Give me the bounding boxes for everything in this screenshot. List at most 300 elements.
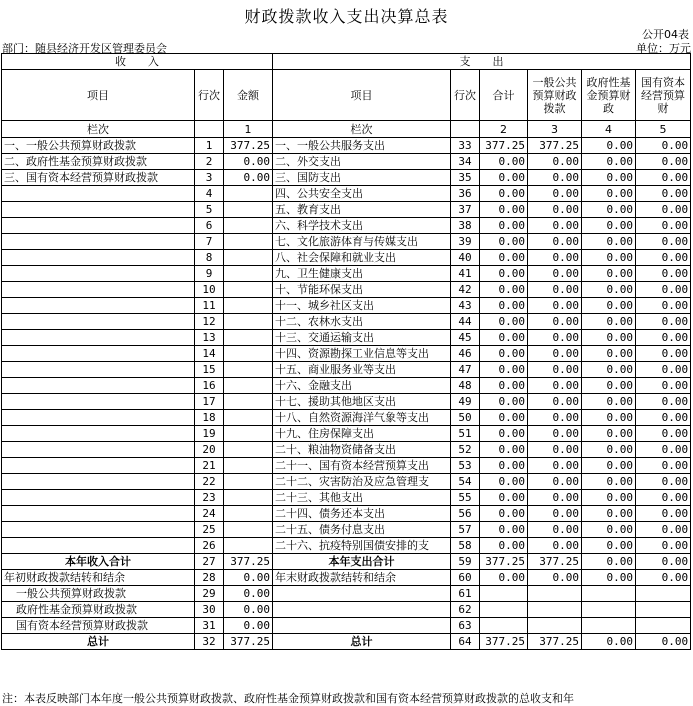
income-row-no: 14 — [195, 346, 224, 362]
expense-general: 0.00 — [528, 570, 582, 586]
lan-label-right: 栏次 — [273, 121, 451, 138]
expense-row-no: 40 — [451, 250, 480, 266]
expense-general: 0.00 — [528, 394, 582, 410]
income-row-no: 13 — [195, 330, 224, 346]
income-row-no: 27 — [195, 554, 224, 570]
income-amount — [224, 234, 273, 250]
expense-total: 0.00 — [480, 346, 528, 362]
expense-total: 0.00 — [480, 538, 528, 554]
income-item — [2, 458, 195, 474]
expense-total: 0.00 — [480, 426, 528, 442]
expense-item — [273, 586, 451, 602]
expense-fund: 0.00 — [582, 234, 636, 250]
table-row — [2, 186, 691, 202]
expense-row-no: 56 — [451, 506, 480, 522]
income-amount: 0.00 — [224, 154, 273, 170]
expense-general: 0.00 — [528, 458, 582, 474]
grand-total-row — [2, 634, 691, 650]
expense-item: 十四、资源勘探工业信息等支出 — [273, 346, 451, 362]
income-item — [2, 330, 195, 346]
income-amount — [224, 426, 273, 442]
expense-general: 0.00 — [528, 410, 582, 426]
expense-total: 0.00 — [480, 522, 528, 538]
expense-general: 0.00 — [528, 250, 582, 266]
column-header-row — [2, 70, 691, 121]
income-amount — [224, 490, 273, 506]
expense-total: 0.00 — [480, 378, 528, 394]
income-row-no: 31 — [195, 618, 224, 634]
table-row — [2, 538, 691, 554]
expense-row-no: 35 — [451, 170, 480, 186]
expense-total: 377.25 — [480, 634, 528, 650]
expense-row-no: 51 — [451, 426, 480, 442]
expense-item: 十一、城乡社区支出 — [273, 298, 451, 314]
header-general: 一般公共预算财政拨款 — [528, 70, 582, 121]
expense-item: 一、一般公共服务支出 — [273, 138, 451, 154]
income-item: 一、一般公共预算财政拨款 — [2, 138, 195, 154]
income-amount — [224, 442, 273, 458]
expense-row-no: 45 — [451, 330, 480, 346]
expense-row-no: 54 — [451, 474, 480, 490]
expense-fund: 0.00 — [582, 410, 636, 426]
expense-total: 0.00 — [480, 394, 528, 410]
income-item — [2, 186, 195, 202]
income-item: 年初财政拨款结转和结余 — [2, 570, 195, 586]
expense-total: 377.25 — [480, 554, 528, 570]
department-label: 部门：随县经济开发区管理委员会 — [2, 42, 167, 55]
expense-item: 二十、粮油物资储备支出 — [273, 442, 451, 458]
header-row-left: 行次 — [195, 70, 224, 121]
table-row — [2, 426, 691, 442]
expense-total: 0.00 — [480, 282, 528, 298]
expense-fund: 0.00 — [582, 394, 636, 410]
income-amount: 377.25 — [224, 634, 273, 650]
income-amount — [224, 202, 273, 218]
expense-general: 0.00 — [528, 442, 582, 458]
expense-item: 十五、商业服务业等支出 — [273, 362, 451, 378]
income-amount — [224, 378, 273, 394]
header-total: 合计 — [480, 70, 528, 121]
expense-fund: 0.00 — [582, 330, 636, 346]
expense-general: 0.00 — [528, 330, 582, 346]
expense-fund: 0.00 — [582, 170, 636, 186]
income-row-no: 21 — [195, 458, 224, 474]
budget-table — [1, 53, 691, 650]
expense-state: 0.00 — [636, 298, 691, 314]
income-item: 二、政府性基金预算财政拨款 — [2, 154, 195, 170]
expense-total: 0.00 — [480, 154, 528, 170]
expense-state: 0.00 — [636, 314, 691, 330]
table-row — [2, 266, 691, 282]
expense-fund: 0.00 — [582, 282, 636, 298]
lan-1: 1 — [224, 121, 273, 138]
expense-state: 0.00 — [636, 426, 691, 442]
income-item: 总计 — [2, 634, 195, 650]
expense-state — [636, 586, 691, 602]
expense-row-no: 38 — [451, 218, 480, 234]
expense-state: 0.00 — [636, 250, 691, 266]
income-item: 三、国有资本经营预算财政拨款 — [2, 170, 195, 186]
income-item — [2, 298, 195, 314]
income-row-no: 5 — [195, 202, 224, 218]
income-row-no: 32 — [195, 634, 224, 650]
expense-state: 0.00 — [636, 362, 691, 378]
expense-row-no: 48 — [451, 378, 480, 394]
expense-fund: 0.00 — [582, 314, 636, 330]
income-amount — [224, 458, 273, 474]
expense-fund: 0.00 — [582, 250, 636, 266]
expense-row-no: 50 — [451, 410, 480, 426]
income-row-no: 23 — [195, 490, 224, 506]
expense-general: 0.00 — [528, 218, 582, 234]
expense-fund — [582, 602, 636, 618]
expense-total: 0.00 — [480, 234, 528, 250]
income-amount: 377.25 — [224, 554, 273, 570]
expense-item: 二、外交支出 — [273, 154, 451, 170]
income-item — [2, 490, 195, 506]
expense-item: 五、教育支出 — [273, 202, 451, 218]
expense-row-no: 60 — [451, 570, 480, 586]
income-item — [2, 506, 195, 522]
expense-fund: 0.00 — [582, 266, 636, 282]
expense-item: 九、卫生健康支出 — [273, 266, 451, 282]
income-row-no: 11 — [195, 298, 224, 314]
expense-general — [528, 618, 582, 634]
carryover-sub-row — [2, 586, 691, 602]
income-amount — [224, 522, 273, 538]
table-row — [2, 458, 691, 474]
expense-row-no: 47 — [451, 362, 480, 378]
income-item — [2, 266, 195, 282]
income-item — [2, 522, 195, 538]
expense-fund: 0.00 — [582, 458, 636, 474]
expense-total — [480, 586, 528, 602]
income-amount — [224, 362, 273, 378]
expense-fund: 0.00 — [582, 554, 636, 570]
table-row — [2, 442, 691, 458]
expense-total: 0.00 — [480, 202, 528, 218]
income-amount: 0.00 — [224, 170, 273, 186]
expense-row-no: 57 — [451, 522, 480, 538]
income-sub-item: 国有资本经营预算财政拨款 — [2, 618, 195, 634]
income-row-no: 1 — [195, 138, 224, 154]
expense-general: 0.00 — [528, 490, 582, 506]
income-row-no: 17 — [195, 394, 224, 410]
income-row-no: 25 — [195, 522, 224, 538]
expense-total: 0.00 — [480, 250, 528, 266]
carryover-sub-row — [2, 618, 691, 634]
expense-item: 六、科学技术支出 — [273, 218, 451, 234]
income-item — [2, 282, 195, 298]
income-row-no: 29 — [195, 586, 224, 602]
table-row — [2, 202, 691, 218]
expense-total: 0.00 — [480, 218, 528, 234]
expense-item: 十九、住房保障支出 — [273, 426, 451, 442]
expense-row-no: 59 — [451, 554, 480, 570]
lan-2: 2 — [480, 121, 528, 138]
carryover-sub-row — [2, 602, 691, 618]
expense-fund: 0.00 — [582, 362, 636, 378]
expense-fund: 0.00 — [582, 570, 636, 586]
expense-state: 0.00 — [636, 346, 691, 362]
income-amount: 0.00 — [224, 618, 273, 634]
expense-row-no: 39 — [451, 234, 480, 250]
expense-state: 0.00 — [636, 538, 691, 554]
income-row-no: 20 — [195, 442, 224, 458]
income-item — [2, 218, 195, 234]
income-row-no: 8 — [195, 250, 224, 266]
expense-state: 0.00 — [636, 442, 691, 458]
income-row-no: 19 — [195, 426, 224, 442]
footnote: 注：本表反映部门本年度一般公共预算财政拨款、政府性基金预算财政拨款和国有资本经营预算财政拨款的总收支和年 — [2, 692, 574, 705]
lan-3: 3 — [528, 121, 582, 138]
expense-total: 0.00 — [480, 186, 528, 202]
expense-fund — [582, 586, 636, 602]
expense-fund: 0.00 — [582, 522, 636, 538]
income-row-no: 24 — [195, 506, 224, 522]
expense-general: 0.00 — [528, 522, 582, 538]
expense-general: 377.25 — [528, 554, 582, 570]
table-row — [2, 218, 691, 234]
expense-state: 0.00 — [636, 330, 691, 346]
income-row-no: 6 — [195, 218, 224, 234]
expense-general: 0.00 — [528, 202, 582, 218]
header-state: 国有资本经营预算财 — [636, 70, 691, 121]
expense-fund: 0.00 — [582, 218, 636, 234]
expense-total: 0.00 — [480, 330, 528, 346]
expense-item: 十六、金融支出 — [273, 378, 451, 394]
income-row-no: 3 — [195, 170, 224, 186]
income-amount — [224, 538, 273, 554]
expense-item: 十八、自然资源海洋气象等支出 — [273, 410, 451, 426]
table-row — [2, 282, 691, 298]
unit-label: 单位：万元 — [636, 42, 691, 55]
expense-total: 0.00 — [480, 506, 528, 522]
table-row — [2, 298, 691, 314]
expense-general: 0.00 — [528, 154, 582, 170]
income-item — [2, 234, 195, 250]
expense-state: 0.00 — [636, 570, 691, 586]
expense-row-no: 41 — [451, 266, 480, 282]
expense-item: 二十二、灾害防治及应急管理支 — [273, 474, 451, 490]
expense-item: 七、文化旅游体育与传媒支出 — [273, 234, 451, 250]
expense-general — [528, 602, 582, 618]
income-sub-item: 政府性基金预算财政拨款 — [2, 602, 195, 618]
expense-state: 0.00 — [636, 394, 691, 410]
expense-state: 0.00 — [636, 634, 691, 650]
expense-fund: 0.00 — [582, 634, 636, 650]
expense-total — [480, 602, 528, 618]
expense-row-no: 42 — [451, 282, 480, 298]
expense-general: 0.00 — [528, 282, 582, 298]
expense-row-no: 37 — [451, 202, 480, 218]
expense-fund: 0.00 — [582, 538, 636, 554]
income-row-no: 16 — [195, 378, 224, 394]
expense-general: 0.00 — [528, 186, 582, 202]
header-item-right: 项目 — [273, 70, 451, 121]
expense-total: 0.00 — [480, 410, 528, 426]
expense-row-no: 58 — [451, 538, 480, 554]
expense-total — [480, 618, 528, 634]
expense-section: 支 出 — [273, 54, 691, 70]
expense-general: 0.00 — [528, 362, 582, 378]
header-fund: 政府性基金预算财政 — [582, 70, 636, 121]
income-amount: 0.00 — [224, 570, 273, 586]
expense-row-no: 46 — [451, 346, 480, 362]
lan-empty-left — [195, 121, 224, 138]
expense-general — [528, 586, 582, 602]
expense-item: 年末财政拨款结转和结余 — [273, 570, 451, 586]
income-row-no: 22 — [195, 474, 224, 490]
column-index-row — [2, 121, 691, 138]
income-row-no: 10 — [195, 282, 224, 298]
lan-label-left: 栏次 — [2, 121, 195, 138]
income-item — [2, 410, 195, 426]
lan-5: 5 — [636, 121, 691, 138]
income-amount — [224, 314, 273, 330]
expense-row-no: 33 — [451, 138, 480, 154]
table-row — [2, 474, 691, 490]
income-amount — [224, 474, 273, 490]
expense-row-no: 44 — [451, 314, 480, 330]
expense-total: 0.00 — [480, 458, 528, 474]
header-item-left: 项目 — [2, 70, 195, 121]
expense-fund: 0.00 — [582, 186, 636, 202]
carryover-row — [2, 570, 691, 586]
expense-state: 0.00 — [636, 218, 691, 234]
expense-fund: 0.00 — [582, 298, 636, 314]
expense-item: 三、国防支出 — [273, 170, 451, 186]
table-row — [2, 506, 691, 522]
expense-total: 377.25 — [480, 138, 528, 154]
expense-state: 0.00 — [636, 474, 691, 490]
table-row — [2, 170, 691, 186]
expense-fund: 0.00 — [582, 346, 636, 362]
income-item — [2, 394, 195, 410]
expense-item: 本年支出合计 — [273, 554, 451, 570]
expense-state: 0.00 — [636, 266, 691, 282]
expense-general: 377.25 — [528, 634, 582, 650]
income-item — [2, 378, 195, 394]
income-amount: 0.00 — [224, 586, 273, 602]
expense-state: 0.00 — [636, 490, 691, 506]
table-row — [2, 330, 691, 346]
expense-state: 0.00 — [636, 378, 691, 394]
expense-total: 0.00 — [480, 266, 528, 282]
expense-item: 十二、农林水支出 — [273, 314, 451, 330]
expense-item: 二十三、其他支出 — [273, 490, 451, 506]
expense-row-no: 61 — [451, 586, 480, 602]
expense-item: 四、公共安全支出 — [273, 186, 451, 202]
expense-general: 0.00 — [528, 538, 582, 554]
expense-total: 0.00 — [480, 490, 528, 506]
income-row-no: 28 — [195, 570, 224, 586]
expense-fund — [582, 618, 636, 634]
income-row-no: 12 — [195, 314, 224, 330]
income-item — [2, 474, 195, 490]
expense-item — [273, 618, 451, 634]
expense-fund: 0.00 — [582, 490, 636, 506]
expense-row-no: 63 — [451, 618, 480, 634]
expense-item: 二十四、债务还本支出 — [273, 506, 451, 522]
income-amount — [224, 282, 273, 298]
table-row — [2, 314, 691, 330]
expense-fund: 0.00 — [582, 474, 636, 490]
income-row-no: 4 — [195, 186, 224, 202]
income-item — [2, 362, 195, 378]
table-row — [2, 394, 691, 410]
table-row — [2, 234, 691, 250]
expense-state: 0.00 — [636, 282, 691, 298]
income-amount — [224, 266, 273, 282]
table-row — [2, 154, 691, 170]
expense-state: 0.00 — [636, 554, 691, 570]
expense-state: 0.00 — [636, 458, 691, 474]
expense-item: 总计 — [273, 634, 451, 650]
expense-item — [273, 602, 451, 618]
expense-general: 0.00 — [528, 474, 582, 490]
income-amount — [224, 298, 273, 314]
income-item — [2, 250, 195, 266]
table-row — [2, 250, 691, 266]
expense-state: 0.00 — [636, 410, 691, 426]
header-amount: 金额 — [224, 70, 273, 121]
table-row — [2, 378, 691, 394]
expense-general: 0.00 — [528, 346, 582, 362]
expense-row-no: 52 — [451, 442, 480, 458]
expense-row-no: 49 — [451, 394, 480, 410]
income-row-no: 2 — [195, 154, 224, 170]
income-row-no: 7 — [195, 234, 224, 250]
income-amount — [224, 330, 273, 346]
income-row-no: 9 — [195, 266, 224, 282]
expense-row-no: 34 — [451, 154, 480, 170]
expense-item: 十七、援助其他地区支出 — [273, 394, 451, 410]
expense-total: 0.00 — [480, 298, 528, 314]
header-row-right: 行次 — [451, 70, 480, 121]
expense-general: 0.00 — [528, 378, 582, 394]
expense-row-no: 62 — [451, 602, 480, 618]
expense-state: 0.00 — [636, 234, 691, 250]
expense-row-no: 43 — [451, 298, 480, 314]
expense-total: 0.00 — [480, 570, 528, 586]
expense-fund: 0.00 — [582, 378, 636, 394]
expense-item: 八、社会保障和就业支出 — [273, 250, 451, 266]
income-section: 收 入 — [2, 54, 273, 70]
income-item — [2, 314, 195, 330]
expense-fund: 0.00 — [582, 154, 636, 170]
expense-total: 0.00 — [480, 442, 528, 458]
annual-total-row — [2, 554, 691, 570]
expense-general: 0.00 — [528, 234, 582, 250]
table-row — [2, 362, 691, 378]
expense-state: 0.00 — [636, 522, 691, 538]
income-item: 本年收入合计 — [2, 554, 195, 570]
expense-fund: 0.00 — [582, 138, 636, 154]
table-row — [2, 490, 691, 506]
expense-state: 0.00 — [636, 170, 691, 186]
income-amount: 377.25 — [224, 138, 273, 154]
report-title: 财政拨款收入支出决算总表 — [244, 7, 449, 26]
expense-row-no: 55 — [451, 490, 480, 506]
expense-total: 0.00 — [480, 474, 528, 490]
expense-item: 二十六、抗疫特别国债安排的支 — [273, 538, 451, 554]
expense-fund: 0.00 — [582, 442, 636, 458]
expense-state: 0.00 — [636, 138, 691, 154]
lan-4: 4 — [582, 121, 636, 138]
income-amount — [224, 186, 273, 202]
table-row — [2, 410, 691, 426]
